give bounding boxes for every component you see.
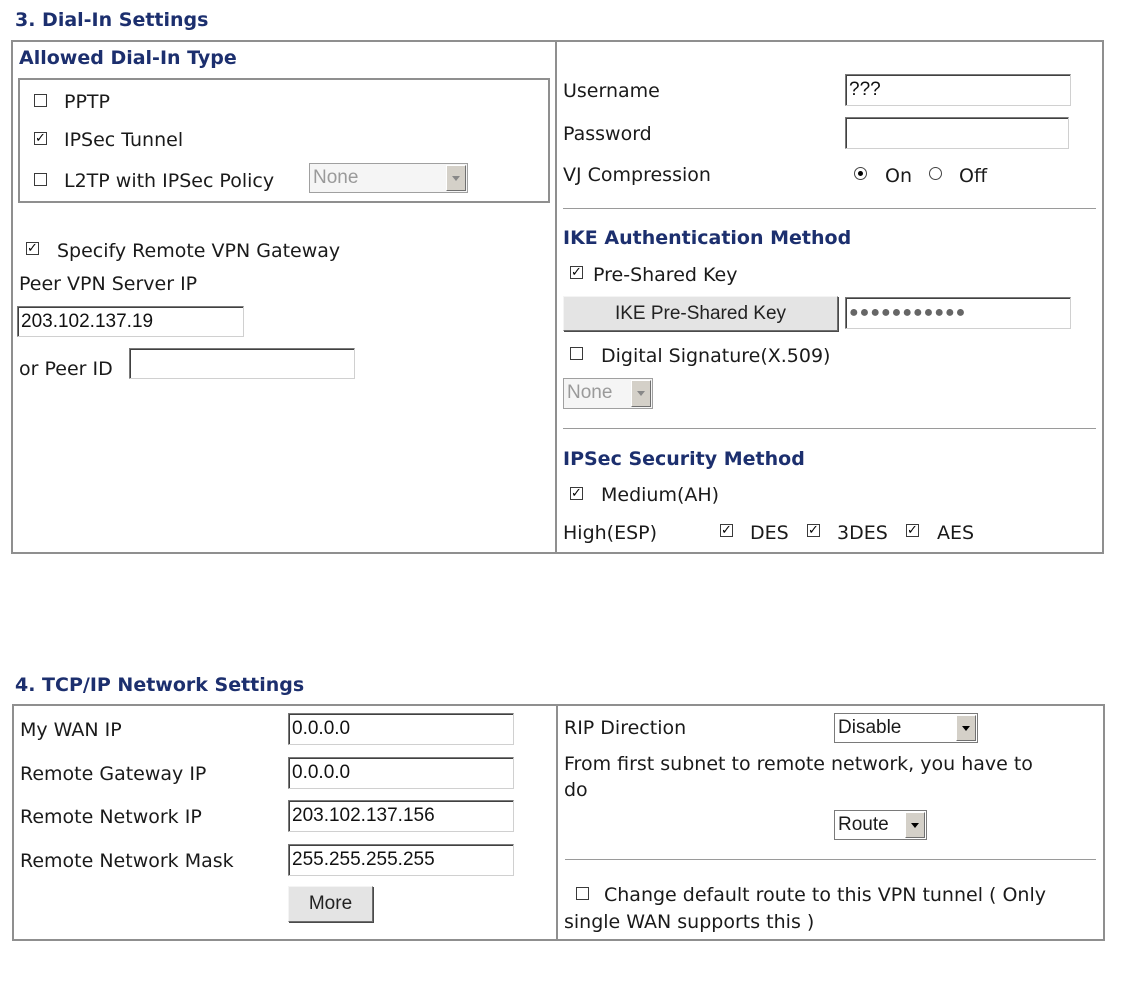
dial-in-column-divider [555,40,557,554]
remote-network-ip-label: Remote Network IP [20,806,202,828]
peer-id-label: or Peer ID [19,358,113,380]
route-select[interactable] [834,810,927,840]
l2tp-label: L2TP with IPSec Policy [64,170,275,192]
medium-ah-checkbox[interactable]: ✓ [571,486,582,501]
chevron-down-icon [956,715,976,741]
subnet-text-line-1: From first subnet to remote network, you have to [564,753,1033,775]
password-input[interactable] [845,117,1069,149]
l2tp-checkbox[interactable] [34,173,47,186]
aes-checkbox[interactable]: ✓ [907,523,918,538]
ipsec-tunnel-checkbox[interactable]: ✓ [35,131,46,146]
vj-compression-label: VJ Compression [563,164,711,186]
route-value: Route [838,814,889,835]
my-wan-ip-label: My WAN IP [20,719,122,741]
my-wan-ip-input[interactable]: 0.0.0.0 [288,713,514,745]
ike-psk-input[interactable]: ●●●●●●●●●●● [845,297,1071,329]
ipsec-tunnel-label: IPSec Tunnel [64,129,184,151]
ike-psk-button[interactable]: IKE Pre-Shared Key [563,296,838,331]
divider [563,428,1096,429]
tcpip-column-divider [556,704,558,941]
dial-in-section-title: 3. Dial-In Settings [15,9,209,31]
tcpip-section-title: 4. TCP/IP Network Settings [15,674,305,696]
high-esp-label: High(ESP) [563,522,658,544]
change-default-route-label-2: single WAN supports this ) [564,911,815,933]
remote-network-mask-label: Remote Network Mask [20,850,234,872]
password-label: Password [563,123,652,145]
divider [565,859,1096,860]
pptp-label: PPTP [64,91,110,113]
des-checkbox[interactable]: ✓ [721,523,732,538]
vj-on-label: On [885,165,912,187]
pre-shared-key-label: Pre-Shared Key [593,264,738,286]
l2tp-policy-value: None [313,167,359,188]
username-input[interactable]: ??? [845,74,1071,106]
vj-off-radio[interactable] [929,167,942,180]
divider [563,208,1096,209]
change-default-route-label-1: Change default route to this VPN tunnel ( Only [604,884,1047,906]
ike-auth-title: IKE Authentication Method [563,227,852,249]
des-label: DES [750,522,789,544]
digital-signature-label: Digital Signature(X.509) [601,345,831,367]
chevron-down-icon [446,165,466,191]
remote-network-ip-input[interactable]: 203.102.137.156 [288,800,514,832]
pptp-checkbox[interactable] [34,94,47,107]
ipsec-security-title: IPSec Security Method [563,448,805,470]
digital-signature-select-value: None [567,382,613,403]
peer-server-ip-label: Peer VPN Server IP [19,273,198,295]
more-button[interactable]: More [288,886,373,922]
chevron-down-icon [905,812,925,838]
aes-label: AES [937,522,975,544]
digital-signature-select[interactable] [563,378,653,409]
pre-shared-key-checkbox[interactable]: ✓ [571,265,582,280]
peer-id-input[interactable] [129,348,355,379]
digital-signature-checkbox[interactable] [570,347,583,360]
rip-direction-select[interactable] [834,713,978,743]
specify-gateway-label: Specify Remote VPN Gateway [57,240,341,262]
allowed-dial-in-type-title: Allowed Dial-In Type [19,47,237,69]
username-label: Username [563,80,660,102]
change-default-route-checkbox[interactable] [576,887,589,900]
vj-off-label: Off [959,165,988,187]
medium-ah-label: Medium(AH) [601,484,720,506]
rip-direction-label: RIP Direction [564,717,687,739]
remote-gateway-ip-label: Remote Gateway IP [20,763,207,785]
vj-on-radio[interactable] [854,167,867,180]
specify-gateway-checkbox[interactable]: ✓ [27,241,38,256]
3des-checkbox[interactable]: ✓ [808,523,819,538]
remote-gateway-ip-input[interactable]: 0.0.0.0 [288,757,514,789]
peer-server-ip-input[interactable]: 203.102.137.19 [17,306,244,337]
remote-network-mask-input[interactable]: 255.255.255.255 [288,844,514,876]
l2tp-policy-select[interactable] [309,163,468,193]
subnet-text-line-2: do [564,779,588,801]
rip-direction-value: Disable [838,717,902,738]
3des-label: 3DES [837,522,888,544]
chevron-down-icon [631,380,651,407]
